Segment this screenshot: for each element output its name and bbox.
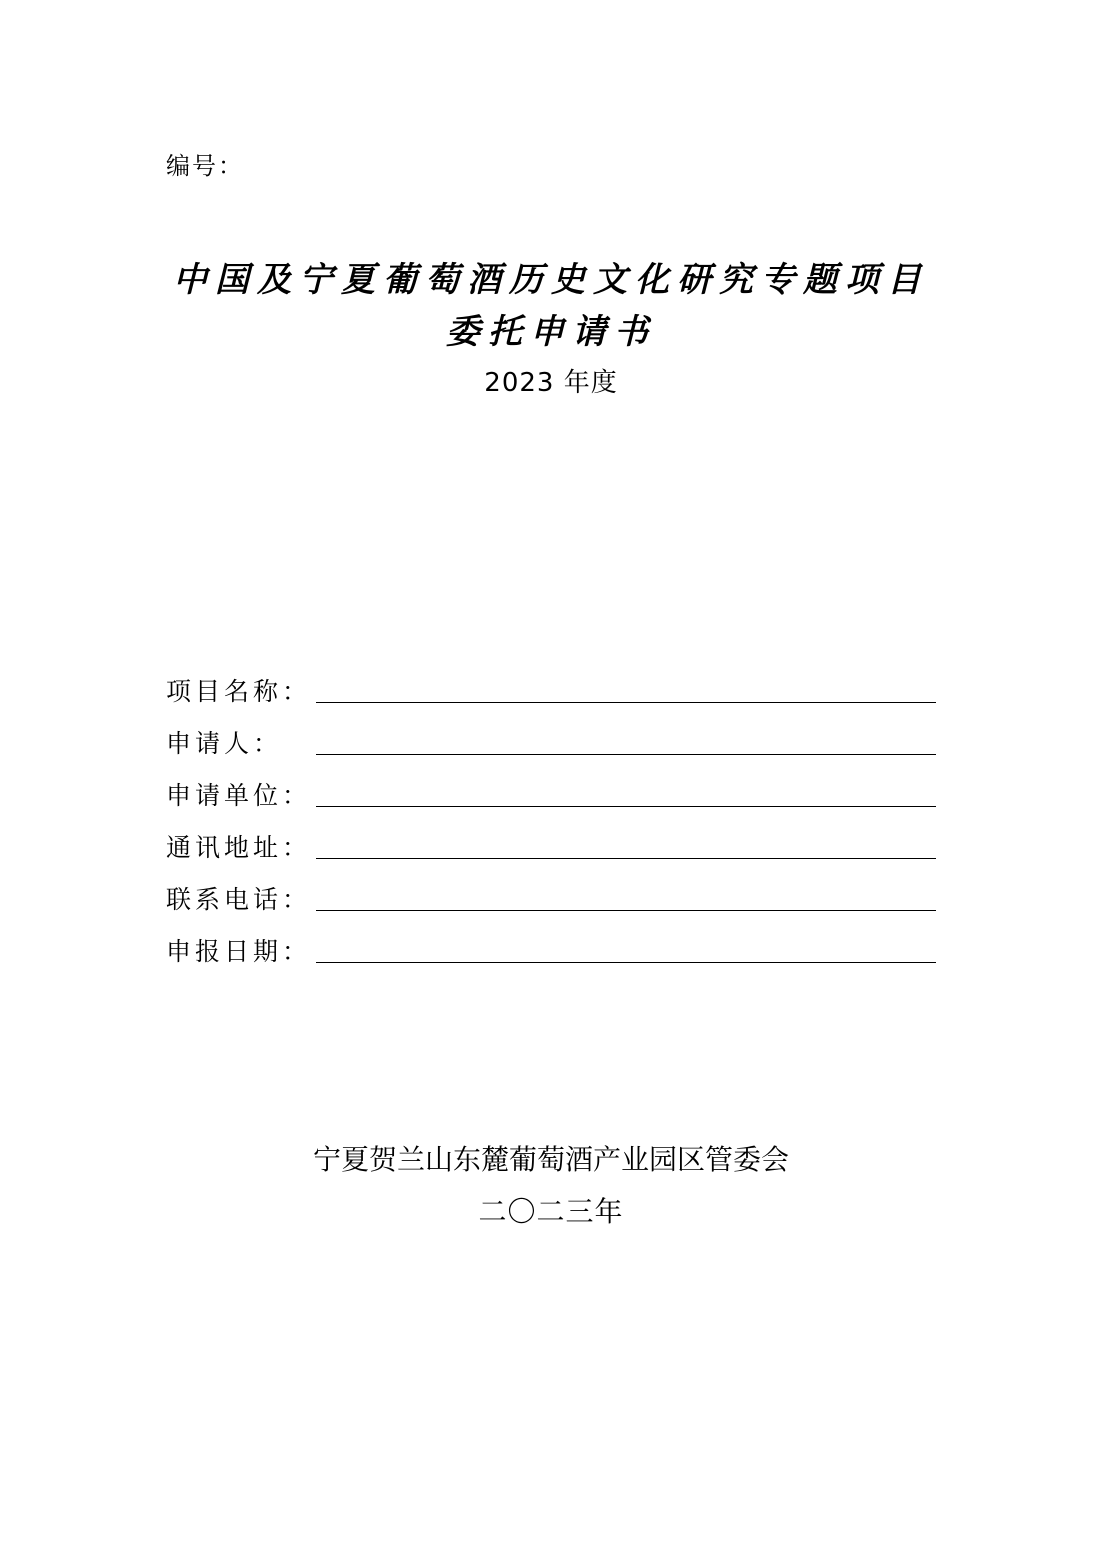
applicant-unit-field[interactable]: [316, 806, 936, 807]
form-row-applicant: [166, 724, 936, 776]
footer-year: 二〇二三年: [478, 1195, 624, 1228]
project-name-label: 项目名称：: [166, 677, 312, 706]
form-row-date: [166, 932, 936, 984]
applicant-label: 申请人：: [166, 729, 283, 758]
date-field[interactable]: [316, 962, 936, 963]
phone-label: 联系电话：: [166, 885, 312, 914]
form-row-phone: [166, 880, 936, 932]
form-row-address: [166, 828, 936, 880]
applicant-field[interactable]: [316, 754, 936, 755]
serial-number-label: 编号：: [166, 152, 244, 180]
applicant-unit-label: 申请单位：: [166, 781, 312, 810]
phone-field[interactable]: [316, 910, 936, 911]
address-field[interactable]: [316, 858, 936, 859]
document-title-line-1: 中国及宁夏葡萄酒历史文化研究专题项目: [173, 260, 929, 300]
document-title-line-2: 委托申请书: [446, 312, 656, 352]
project-name-field[interactable]: [316, 702, 936, 703]
form-row-applicant-unit: [166, 776, 936, 828]
document-year: 2023 年度: [484, 368, 618, 398]
form-row-project-name: [166, 672, 936, 724]
address-label: 通讯地址：: [166, 833, 312, 862]
organization-name: 宁夏贺兰山东麓葡萄酒产业园区管委会: [312, 1143, 789, 1176]
application-form: [166, 672, 936, 984]
date-label: 申报日期：: [166, 937, 312, 966]
